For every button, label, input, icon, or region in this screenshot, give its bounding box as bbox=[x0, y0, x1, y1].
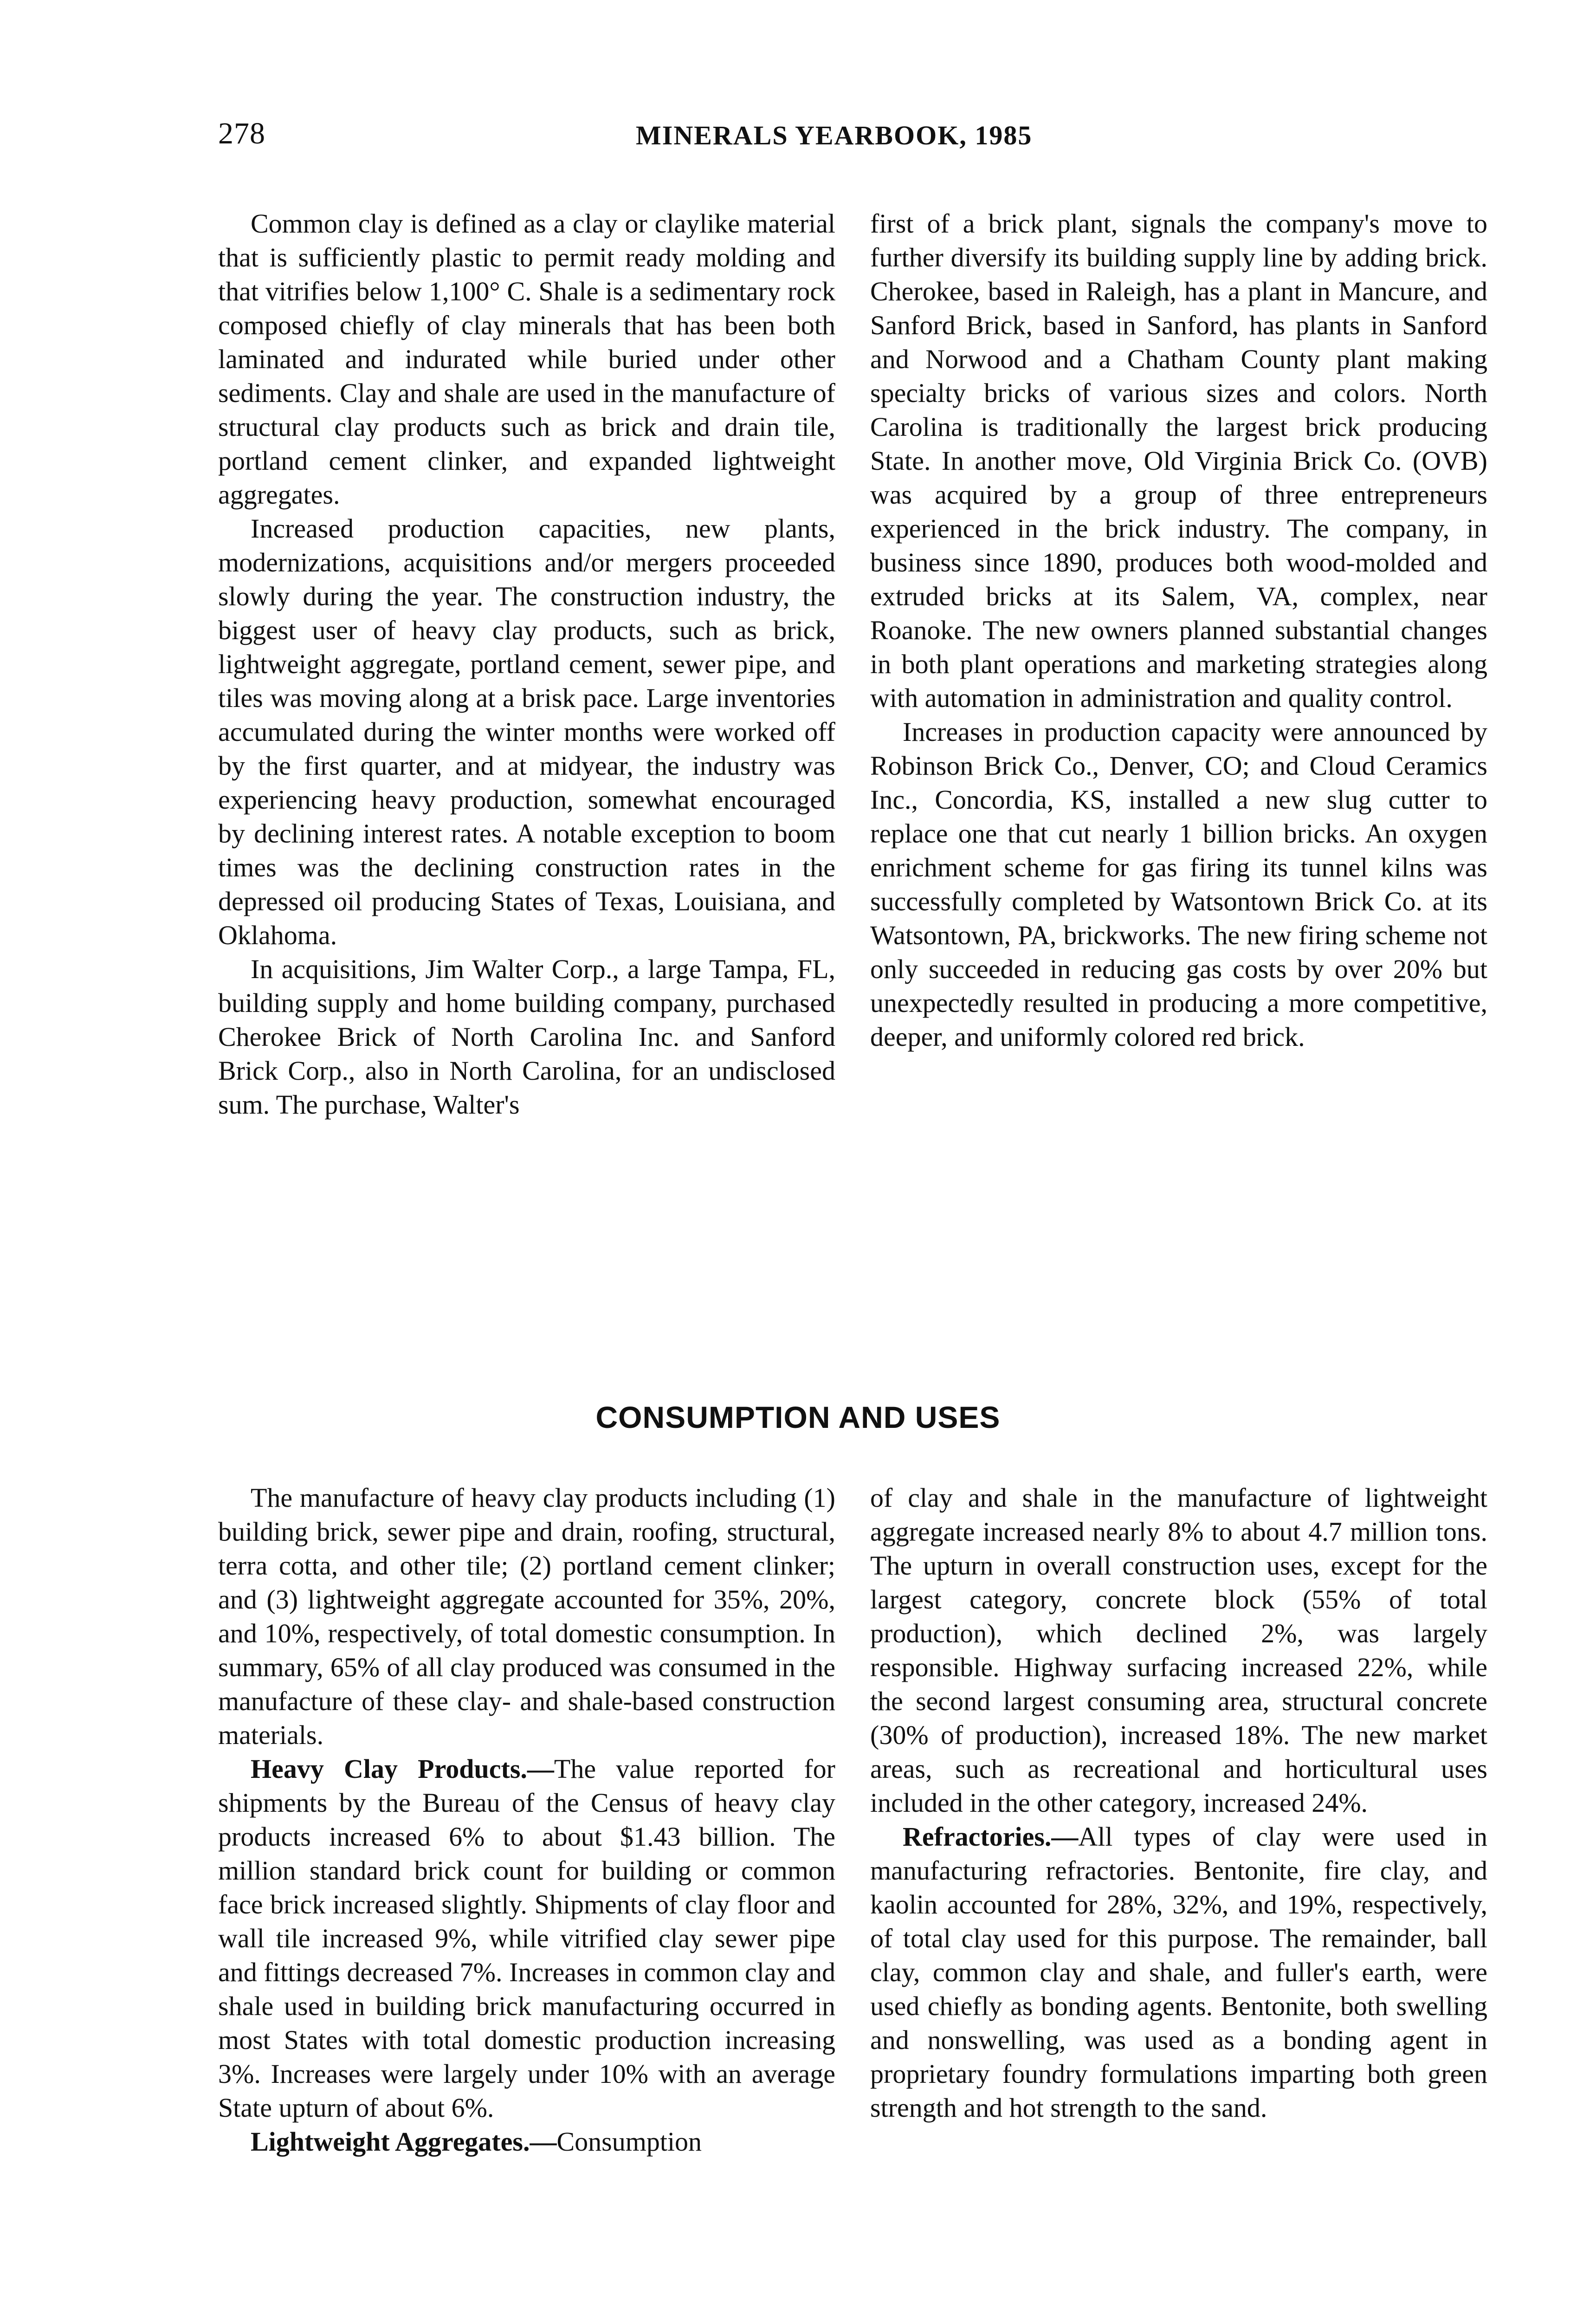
paragraph: Increased production capacities, new plants, modernizations, acquisitions and/or mergers proceeded slowly during the year. The construction industry, the biggest user of heavy clay products, such as brick, lightweight aggregate, portland cement, sewer pipe, and tiles was moving along at a brisk pace. Large inventories accumulated during the winter months were worked off by the first quarter, and at midyear, the industry was experiencing heavy production, somewhat encouraged by declining interest rates. A notable exception to boom times was the declining construction rates in the depressed oil producing States of Texas, Louisiana, and Oklahoma. bbox=[218, 513, 835, 950]
subsection-title: Refractories.— bbox=[903, 1822, 1079, 1852]
page-number: 278 bbox=[218, 117, 265, 150]
intro-right-column bbox=[870, 207, 1487, 1054]
paragraph-text: The value reported for shipments by the Bureau of the Census of heavy clay products increased 6% to about $1.43 billion. The million standard brick count for building or common face brick increased slightly. Shipments of clay floor and wall tile increased 9%, while vitrified clay sewer pipe and fittings decreased 7%. Increases in common clay and shale used in building brick manufacturing occurred in most States with total domestic production increasing 3%. Increases were largely under 10% with an average State upturn of about 6%. bbox=[218, 1754, 835, 2123]
consumption-left-column bbox=[218, 1481, 835, 2159]
paragraph: Common clay is defined as a clay or claylike material that is sufficiently plastic to permit ready molding and that vitrifies below 1,100° C. Shale is a sedimentary rock composed chiefly of clay minerals that has been both laminated and indurated while buried under other sediments. Clay and shale are used in the manufacture of structural clay products such as brick and drain tile, portland cement clinker, and expanded lightweight aggregates. bbox=[218, 208, 835, 510]
intro-left-column bbox=[218, 207, 835, 1122]
paragraph bbox=[870, 1820, 1487, 2125]
section-heading: CONSUMPTION AND USES bbox=[595, 1400, 1001, 1434]
consumption-right-column bbox=[870, 1481, 1487, 2125]
subsection-title: Heavy Clay Products.— bbox=[251, 1754, 554, 1784]
running-title: MINERALS YEARBOOK, 1985 bbox=[636, 120, 1033, 150]
paragraph: of clay and shale in the manufacture of lightweight aggregate increased nearly 8% to about 4.7 million tons. The upturn in overall construction uses, except for the largest category, concrete block (55% of total production), which declined 2%, was largely responsible. Highway surfacing increased 22%, while the second largest consuming area, structural concrete (30% of production), increased 18%. The new market areas, such as recreational and horticultural uses included in the other category, increased 24%. bbox=[870, 1483, 1487, 1818]
paragraph: The manufacture of heavy clay products including (1) building brick, sewer pipe and drain, roofing, structural, terra cotta, and other tile; (2) portland cement clinker; and (3) lightweight aggregate accounted for 35%, 20%, and 10%, respectively, of total domestic consumption. In summary, 65% of all clay produced was consumed in the manufacture of these clay- and shale-based construction materials. bbox=[218, 1483, 835, 1750]
paragraph: first of a brick plant, signals the company's move to further diversify its building supply line by adding brick. Cherokee, based in Raleigh, has a plant in Mancure, and Sanford Brick, based in Sanford, has plants in Sanford and Norwood and a Chatham County plant making specialty bricks of various sizes and colors. North Carolina is traditionally the largest brick producing State. In another move, Old Virginia Brick Co. (OVB) was acquired by a group of three entrepreneurs experienced in the brick industry. The company, in business since 1890, produces both wood-molded and extruded bricks at its Salem, VA, complex, near Roanoke. The new owners planned substantial changes in both plant operations and marketing strategies along with automation in administration and quality control. bbox=[870, 208, 1487, 713]
paragraph bbox=[218, 1752, 835, 2125]
subsection-title: Lightweight Aggregates.— bbox=[251, 2127, 557, 2157]
paragraph-text: Consumption bbox=[556, 2127, 702, 2157]
paragraph bbox=[218, 2125, 835, 2159]
paragraph-text: All types of clay were used in manufacturing refractories. Bentonite, fire clay, and kaolin accounted for 28%, 32%, and 19%, respectively, of total clay used for this purpose. The remainder, ball clay, common clay and shale, and fuller's earth, were used chiefly as bonding agents. Bentonite, both swelling and nonswelling, was used as a bonding agent in proprietary foundry formulations imparting both green strength and hot strength to the sand. bbox=[870, 1822, 1487, 2123]
running-header bbox=[218, 116, 1508, 158]
paragraph: In acquisitions, Jim Walter Corp., a large Tampa, FL, building supply and home building company, purchased Cherokee Brick of North Carolina Inc. and Sanford Brick Corp., also in North Carolina, for an undisclosed sum. The purchase, Walter's bbox=[218, 954, 835, 1120]
paragraph: Increases in production capacity were announced by Robinson Brick Co., Denver, CO; and Cloud Ceramics Inc., Concordia, KS, installed a new slug cutter to replace one that cut nearly 1 billion bricks. An oxygen enrichment scheme for gas firing its tunnel kilns was successfully completed by Watsontown Brick Co. at its Watsontown, PA, brickworks. The new firing scheme not only succeeded in reducing gas costs by over 20% but unexpectedly resulted in producing a more competitive, deeper, and uniformly colored red brick. bbox=[870, 717, 1487, 1052]
